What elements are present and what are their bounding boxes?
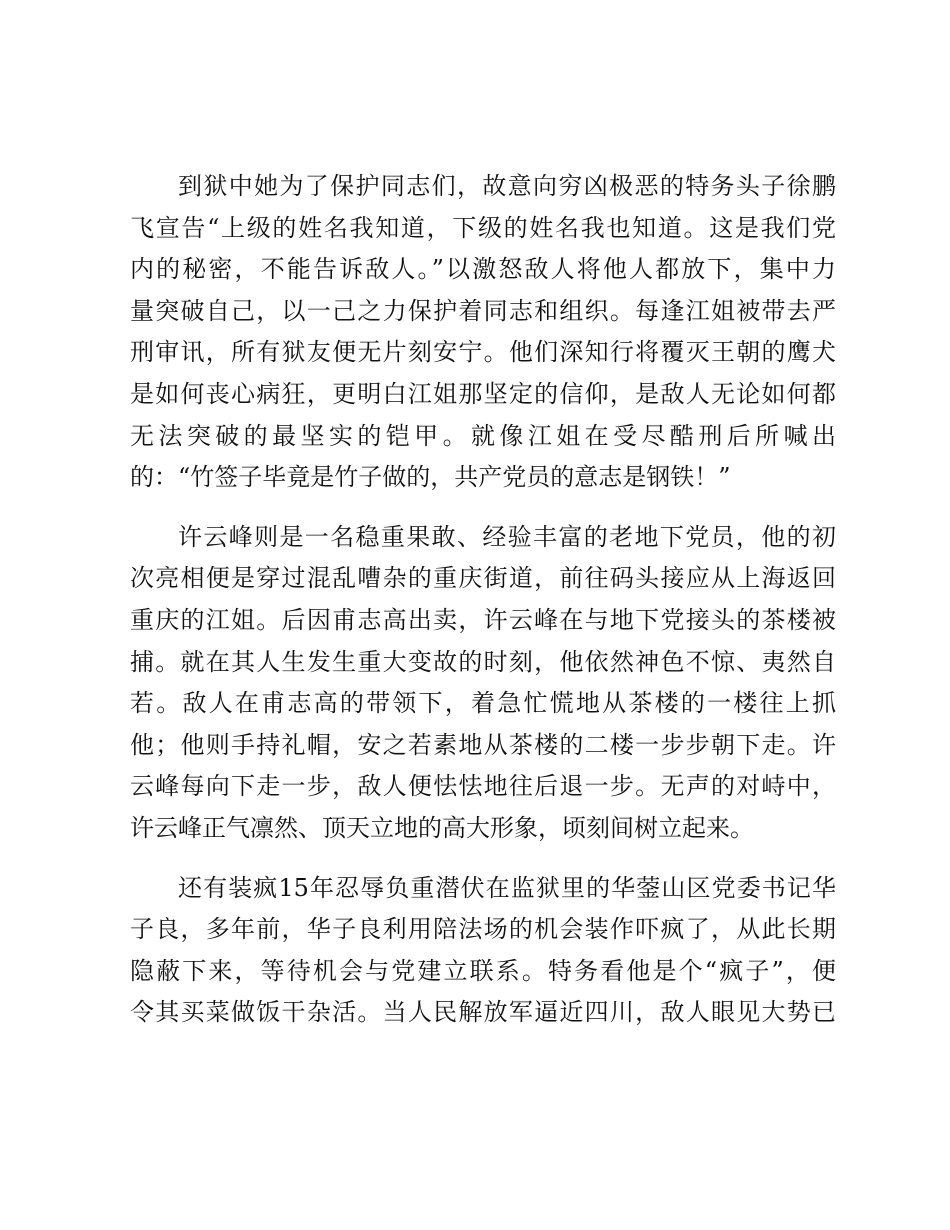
paragraph-jiang-jie — [130, 166, 836, 499]
text-line: 量突破自己，以一己之力保护着同志和组织。每逢江姐被带去严 — [130, 296, 836, 325]
text-line: 是如何丧心病狂，更明白江姐那坚定的信仰，是敌人无论如何都 — [130, 379, 836, 408]
text-line: 内的秘密，不能告诉敌人。”以激怒敌人将他人都放下，集中力 — [130, 255, 836, 284]
text-line: 的：“竹签子毕竟是竹子做的，共产党员的意志是钢铁！” — [130, 463, 731, 492]
text-line: 子良，多年前，华子良利用陪法场的机会装作吓疯了，从此长期 — [130, 915, 836, 944]
text-line: 还有装疯15年忍辱负重潜伏在监狱里的华蓥山区党委书记华 — [178, 873, 836, 902]
document-page — [130, 166, 836, 1052]
paragraph-xu-yunfeng — [130, 517, 836, 850]
text-line: 许云峰则是一名稳重果敢、经验丰富的老地下党员，他的初 — [178, 522, 836, 551]
text-line: 云峰每向下走一步，敌人便怯怯地往后退一步。无声的对峙中， — [130, 772, 836, 801]
paragraph-hua-ziliang — [130, 868, 836, 1034]
text-line: 许云峰正气凛然、顶天立地的高大形象，顷刻间树立起来。 — [130, 813, 754, 842]
text-line: 隐蔽下来，等待机会与党建立联系。特务看他是个“疯子”，便 — [130, 956, 836, 985]
text-line: 捕。就在其人生发生重大变故的时刻，他依然神色不惊、夷然自 — [130, 647, 836, 676]
text-line: 若。敌人在甫志高的带领下，着急忙慌地从茶楼的一楼往上抓 — [130, 689, 836, 718]
text-line: 令其买菜做饭干杂活。当人民解放军逼近四川，敌人眼见大势已 — [130, 998, 836, 1027]
text-line: 到狱中她为了保护同志们，故意向穷凶极恶的特务头子徐鹏 — [178, 172, 836, 200]
text-line: 无法突破的最坚实的铠甲。就像江姐在受尽酷刑后所喊出 — [130, 421, 836, 450]
text-line: 重庆的江姐。后因甫志高出卖，许云峰在与地下党接头的茶楼被 — [130, 605, 836, 634]
text-line: 刑审讯，所有狱友便无片刻安宁。他们深知行将覆灭王朝的鹰犬 — [130, 338, 836, 367]
text-line: 飞宣告“上级的姓名我知道，下级的姓名我也知道。这是我们党 — [130, 213, 836, 242]
text-line: 他；他则手持礼帽，安之若素地从茶楼的二楼一步步朝下走。许 — [130, 730, 836, 759]
text-line: 次亮相便是穿过混乱嘈杂的重庆街道，前往码头接应从上海返回 — [130, 564, 836, 593]
